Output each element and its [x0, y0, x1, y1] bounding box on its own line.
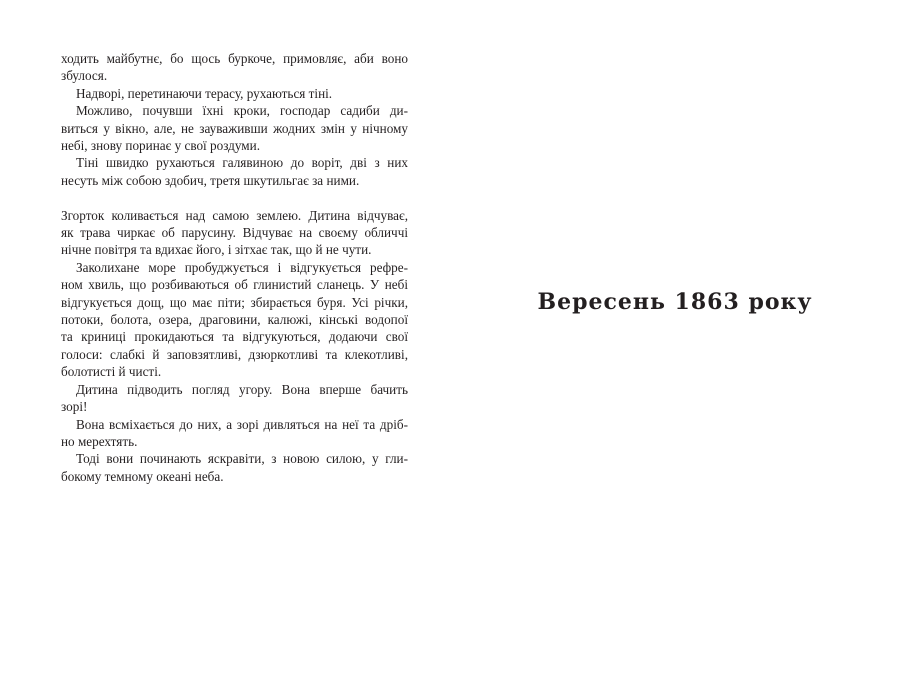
chapter-title: Вересень 1863 року — [537, 289, 813, 315]
text-line: ном хвиль, що розбиваються об глинистий сланець. У небі — [61, 277, 408, 293]
text-line: нічне повітря та вдихає його, і зітхає так, що й не чути. — [61, 242, 372, 258]
text-line: небі, знову поринає у свої роздуми. — [61, 138, 260, 154]
text-line: та криниці прокидаються та відгукуються, додаючи свої — [61, 329, 408, 345]
text-line: но мерехтять. — [61, 433, 138, 449]
section-break — [61, 189, 408, 206]
text-line: несуть між собою здобич, третя шкутильгає за ними. — [61, 172, 360, 188]
text-line: бокому темному океані неба. — [61, 468, 224, 484]
text-line: збулося. — [61, 68, 108, 84]
text-line: голоси: слабкі й заповзятливі, дзюркотливі та клекотливі, — [61, 346, 408, 362]
text-line: Згорток коливається над самою землею. Дитина відчуває, — [61, 207, 408, 223]
text-line: відгукується дощ, що має піти; збирається буря. Усі річки, — [61, 294, 408, 310]
text-line: Заколихане море пробуджується і відгукується рефре- — [76, 259, 408, 275]
text-line: Тоді вони починають яскравіти, з новою силою, у гли- — [76, 451, 408, 467]
text-line: ходить майбутнє, бо щось буркоче, примовляє, аби воно — [61, 51, 408, 66]
text-line: Надворі, перетинаючи терасу, рухаються тіні. — [76, 85, 333, 101]
text-line: Можливо, почувши їхні кроки, господар садиби ди- — [76, 103, 408, 119]
text-line: виться у вікно, але, не зауваживши жодних змін у нічному — [61, 120, 408, 136]
right-page — [450, 0, 900, 692]
text-line: Тіні швидко рухаються галявиною до воріт, дві з них — [76, 155, 408, 171]
body-text — [61, 50, 408, 485]
text-line: потоки, болота, озера, драговини, калюжі, кінські водопої — [61, 312, 408, 328]
text-line: Вона всміхається до них, а зорі дивляться на неї та дріб- — [76, 416, 408, 432]
text-line: зорі! — [61, 399, 88, 415]
text-line: як трава чиркає об парусину. Відчуває на своєму обличчі — [61, 225, 408, 241]
text-line: Дитина підводить погляд угору. Вона вперше бачить — [76, 381, 408, 397]
text-line: болотисті й чисті. — [61, 364, 162, 380]
